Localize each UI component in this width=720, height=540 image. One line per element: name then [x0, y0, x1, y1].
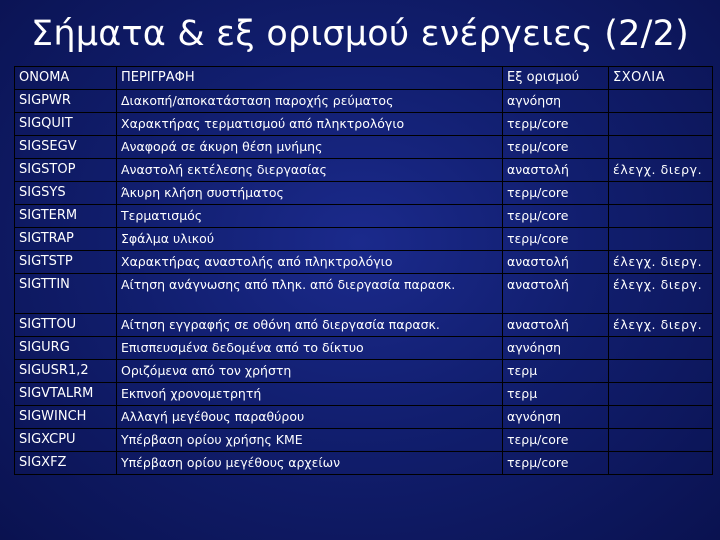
slide-title: Σήματα & εξ ορισμού ενέργειες (2/2)	[31, 14, 689, 54]
header-name: ΟΝΟΜΑ	[15, 67, 117, 90]
signal-comment-cell	[609, 406, 713, 429]
table-row	[15, 113, 713, 136]
signal-default-cell: τερμ	[503, 383, 609, 406]
signal-comment-cell	[609, 205, 713, 228]
signal-default-cell: αγνόηση	[503, 90, 609, 113]
signal-default-cell: τερμ/core	[503, 136, 609, 159]
signal-description-cell: Χαρακτήρας αναστολής από πληκτρολόγιο	[117, 251, 503, 274]
signal-name-cell: SIGVTALRM	[15, 383, 117, 406]
signal-name-cell: SIGUSR1,2	[15, 360, 117, 383]
table-row	[15, 429, 713, 452]
table-row	[15, 452, 713, 475]
signal-comment-cell	[609, 383, 713, 406]
table-row	[15, 205, 713, 228]
signal-default-cell: αναστολή	[503, 314, 609, 337]
signal-description-cell: Υπέρβαση ορίου χρήσης ΚΜΕ	[117, 429, 503, 452]
signal-name-cell: SIGSEGV	[15, 136, 117, 159]
table-row	[15, 360, 713, 383]
table-row	[15, 228, 713, 251]
signal-description-cell: Άκυρη κλήση συστήματος	[117, 182, 503, 205]
header-description: ΠΕΡΙΓΡΑΦΗ	[117, 67, 503, 90]
signal-comment-cell	[609, 182, 713, 205]
signal-comment-cell	[609, 136, 713, 159]
signal-description-cell: Τερματισμός	[117, 205, 503, 228]
signal-comment-cell	[609, 360, 713, 383]
signal-default-cell: τερμ/core	[503, 182, 609, 205]
signal-name-cell: SIGTSTP	[15, 251, 117, 274]
signals-table	[14, 66, 713, 475]
table-row	[15, 406, 713, 429]
signal-name-cell: SIGTERM	[15, 205, 117, 228]
signal-default-cell: τερμ/core	[503, 452, 609, 475]
signal-default-cell: τερμ/core	[503, 228, 609, 251]
signal-description-cell: Διακοπή/αποκατάσταση παροχής ρεύματος	[117, 90, 503, 113]
signal-description-cell: Σφάλμα υλικού	[117, 228, 503, 251]
signal-name-cell: SIGWINCH	[15, 406, 117, 429]
signal-comment-cell	[609, 429, 713, 452]
signal-comment-cell: έλεγχ. διεργ.	[609, 314, 713, 337]
header-default: Εξ ορισμού	[503, 67, 609, 90]
signal-default-cell: τερμ/core	[503, 113, 609, 136]
signal-name-cell: SIGTRAP	[15, 228, 117, 251]
signal-name-cell: SIGSTOP	[15, 159, 117, 182]
signal-description-cell: Χαρακτήρας τερματισμού από πληκτρολόγιο	[117, 113, 503, 136]
header-comments: ΣΧΟΛΙΑ	[609, 67, 713, 90]
signal-comment-cell: έλεγχ. διεργ.	[609, 159, 713, 182]
table-row	[15, 337, 713, 360]
signal-description-cell: Επισπευσμένα δεδομένα από το δίκτυο	[117, 337, 503, 360]
table-row	[15, 314, 713, 337]
signal-default-cell: αναστολή	[503, 251, 609, 274]
signal-name-cell: SIGXFZ	[15, 452, 117, 475]
table-row	[15, 90, 713, 113]
signal-default-cell: αγνόηση	[503, 406, 609, 429]
signal-name-cell: SIGQUIT	[15, 113, 117, 136]
signal-name-cell: SIGTTIN	[15, 274, 117, 314]
signal-name-cell: SIGTTOU	[15, 314, 117, 337]
signal-description-cell: Εκπνοή χρονομετρητή	[117, 383, 503, 406]
signal-default-cell: αναστολή	[503, 159, 609, 182]
signal-default-cell: αγνόηση	[503, 337, 609, 360]
signal-name-cell: SIGSYS	[15, 182, 117, 205]
signal-comment-cell: έλεγχ. διεργ.	[609, 251, 713, 274]
signal-name-cell: SIGPWR	[15, 90, 117, 113]
signal-comment-cell	[609, 113, 713, 136]
signal-comment-cell	[609, 337, 713, 360]
signal-comment-cell	[609, 228, 713, 251]
signal-description-cell: Αναφορά σε άκυρη θέση μνήμης	[117, 136, 503, 159]
signal-default-cell: τερμ/core	[503, 429, 609, 452]
signal-default-cell: τερμ/core	[503, 205, 609, 228]
signal-description-cell: Αίτηση ανάγνωσης από πληκ. από διεργασία παρασκ.	[117, 274, 503, 314]
signal-description-cell: Οριζόμενα από τον χρήστη	[117, 360, 503, 383]
table-row	[15, 383, 713, 406]
signal-name-cell: SIGURG	[15, 337, 117, 360]
table-row	[15, 136, 713, 159]
signal-description-cell: Αίτηση εγγραφής σε οθόνη από διεργασία παρασκ.	[117, 314, 503, 337]
signal-comment-cell: έλεγχ. διεργ.	[609, 274, 713, 314]
signal-comment-cell	[609, 90, 713, 113]
table-row	[15, 251, 713, 274]
table-row	[15, 159, 713, 182]
signal-name-cell: SIGXCPU	[15, 429, 117, 452]
table-row	[15, 182, 713, 205]
signal-default-cell: τερμ	[503, 360, 609, 383]
signal-default-cell: αναστολή	[503, 274, 609, 314]
signal-comment-cell	[609, 452, 713, 475]
table-row	[15, 274, 713, 314]
table-header-row	[15, 67, 713, 90]
signal-description-cell: Αλλαγή μεγέθους παραθύρου	[117, 406, 503, 429]
signal-description-cell: Αναστολή εκτέλεσης διεργασίας	[117, 159, 503, 182]
signal-description-cell: Υπέρβαση ορίου μεγέθους αρχείων	[117, 452, 503, 475]
